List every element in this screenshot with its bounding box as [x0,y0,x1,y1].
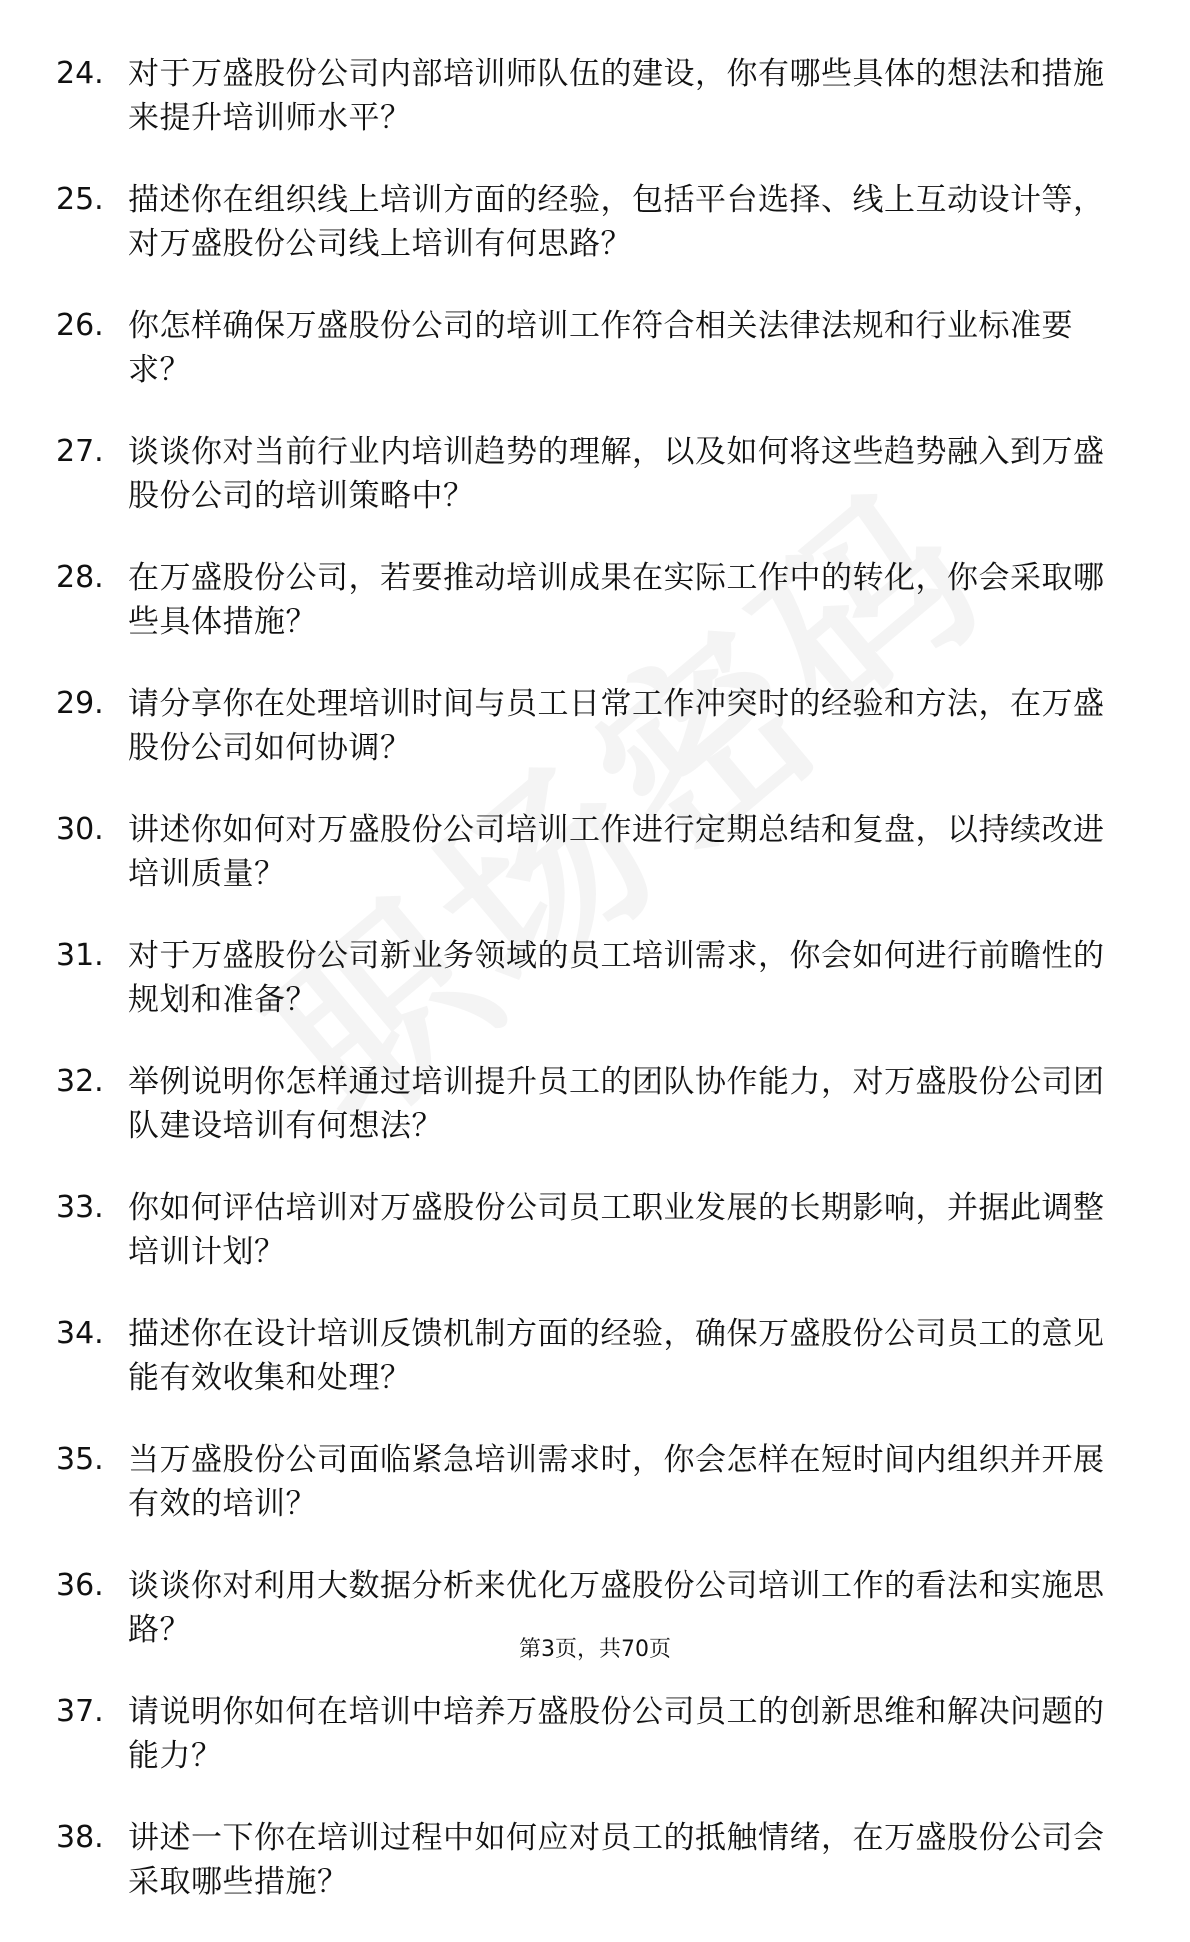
question-number: 26. [56,308,104,343]
question-text: 讲述你如何对万盛股份公司培训工作进行定期总结和复盘，以持续改进培训质量？ [128,812,1105,892]
question-text: 当万盛股份公司面临紧急培训需求时，你会怎样在短时间内组织并开展有效的培训？ [128,1442,1105,1522]
question-item [56,1438,1116,1526]
question-text: 谈谈你对当前行业内培训趋势的理解，以及如何将这些趋势融入到万盛股份公司的培训策略中？ [128,434,1105,514]
question-text: 请分享你在处理培训时间与员工日常工作冲突时的经验和方法，在万盛股份公司如何协调？ [128,686,1105,766]
question-number: 27. [56,434,104,469]
question-number: 37. [56,1694,104,1729]
question-text: 谈谈你对利用大数据分析来优化万盛股份公司培训工作的看法和实施思路？ [128,1568,1105,1648]
question-number: 24. [56,56,104,91]
question-number: 33. [56,1190,104,1225]
question-item [56,1816,1116,1904]
question-number: 36. [56,1568,104,1603]
question-number: 35. [56,1442,104,1477]
question-item [56,1060,1116,1148]
question-item [56,178,1116,266]
question-item [56,1690,1116,1778]
question-item [56,52,1116,140]
question-number: 32. [56,1064,104,1099]
question-text: 描述你在设计培训反馈机制方面的经验，确保万盛股份公司员工的意见能有效收集和处理？ [128,1316,1105,1396]
question-item [56,1312,1116,1400]
question-item [56,304,1116,392]
question-number: 34. [56,1316,104,1351]
question-text: 对于万盛股份公司新业务领域的员工培训需求，你会如何进行前瞻性的规划和准备？ [128,938,1105,1018]
question-text: 你怎样确保万盛股份公司的培训工作符合相关法律法规和行业标准要求？ [128,308,1073,388]
question-number: 38. [56,1820,104,1855]
question-number: 31. [56,938,104,973]
question-item [56,808,1116,896]
page-footer: 第3页，共70页 [519,1637,671,1662]
question-text: 举例说明你怎样通过培训提升员工的团队协作能力，对万盛股份公司团队建设培训有何想法？ [128,1064,1105,1144]
question-item [56,430,1116,518]
question-item [56,1186,1116,1274]
question-text: 你如何评估培训对万盛股份公司员工职业发展的长期影响，并据此调整培训计划？ [128,1190,1105,1270]
question-text: 讲述一下你在培训过程中如何应对员工的抵触情绪，在万盛股份公司会采取哪些措施？ [128,1820,1105,1900]
question-text: 描述你在组织线上培训方面的经验，包括平台选择、线上互动设计等，对万盛股份公司线上培训有何思路？ [128,182,1105,262]
question-item [56,934,1116,1022]
question-text: 对于万盛股份公司内部培训师队伍的建设，你有哪些具体的想法和措施来提升培训师水平？ [128,56,1105,136]
question-item [56,682,1116,770]
question-number: 30. [56,812,104,847]
question-text: 请说明你如何在培训中培养万盛股份公司员工的创新思维和解决问题的能力？ [128,1694,1105,1774]
question-text: 在万盛股份公司，若要推动培训成果在实际工作中的转化，你会采取哪些具体措施？ [128,560,1105,640]
question-item [56,556,1116,644]
question-number: 25. [56,182,104,217]
question-number: 29. [56,686,104,721]
question-number: 28. [56,560,104,595]
